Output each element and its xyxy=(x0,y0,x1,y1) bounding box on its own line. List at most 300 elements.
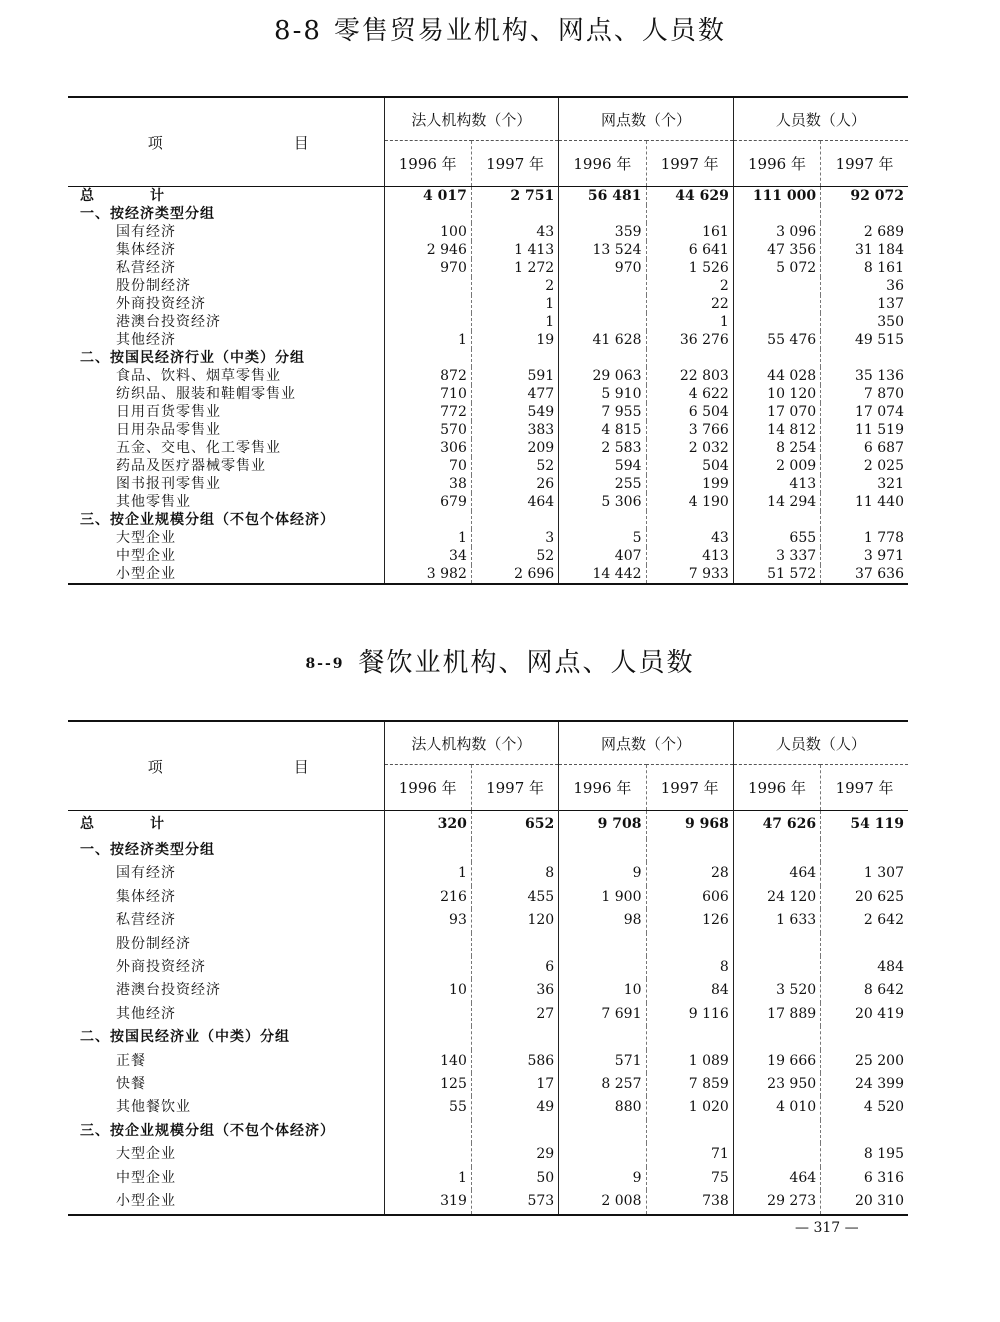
row-label: 股份制经济 xyxy=(68,933,384,956)
table-row xyxy=(68,475,908,493)
table-cell xyxy=(733,205,820,223)
table-row xyxy=(68,933,908,956)
row-label: 食品、饮料、烟草零售业 xyxy=(68,367,384,385)
table-cell xyxy=(646,349,733,367)
table-cell: 1 633 xyxy=(733,909,820,932)
table-cell: 6 687 xyxy=(863,440,904,456)
table-cell xyxy=(821,933,908,956)
table-cell: 71 xyxy=(646,1143,733,1166)
table2-year-header: 1996 年 xyxy=(559,765,646,811)
table-row xyxy=(68,277,908,295)
table-cell: 120 xyxy=(471,909,558,932)
table-row xyxy=(68,1167,908,1190)
table-cell xyxy=(821,1120,908,1143)
table-cell: 20 310 xyxy=(855,1193,904,1210)
table-cell: 359 xyxy=(559,223,646,241)
table-cell: 464 xyxy=(733,1167,820,1190)
table1-header xyxy=(68,97,908,187)
table-cell: 44 028 xyxy=(733,367,820,385)
table-cell xyxy=(733,839,820,862)
table1 xyxy=(68,96,908,585)
table-cell: 549 xyxy=(471,403,558,421)
table1-year-header: 1996 年 xyxy=(384,141,471,187)
table-cell: 100 xyxy=(384,223,471,241)
row-label: 港澳台投资经济 xyxy=(68,979,384,1002)
table-cell: 37 636 xyxy=(855,566,904,582)
table-cell: 23 950 xyxy=(733,1073,820,1096)
table-cell: 655 xyxy=(733,529,820,547)
table-row xyxy=(68,385,908,403)
table-cell xyxy=(821,349,908,367)
table2-year-header: 1997 年 xyxy=(835,779,894,797)
table-cell: 36 xyxy=(471,979,558,1002)
table1-title xyxy=(0,10,1000,47)
table-cell: 22 xyxy=(646,295,733,313)
table-cell: 55 xyxy=(384,1096,471,1119)
table-row xyxy=(68,1003,908,1026)
table1-item-header: 项 目 xyxy=(68,97,384,187)
table-cell: 7 870 xyxy=(863,386,904,402)
row-label: 图书报刊零售业 xyxy=(68,475,384,493)
row-label: 小型企业 xyxy=(68,565,384,584)
table-cell: 2 008 xyxy=(559,1190,646,1214)
total-label-b: 计 xyxy=(150,188,165,204)
row-label: 其他零售业 xyxy=(68,493,384,511)
table-row xyxy=(68,886,908,909)
table-cell xyxy=(384,1143,471,1166)
table-row xyxy=(68,421,908,439)
table-row xyxy=(68,956,908,979)
table-cell: 255 xyxy=(559,475,646,493)
table-cell: 306 xyxy=(384,439,471,457)
table-cell: 137 xyxy=(877,296,904,312)
table-cell xyxy=(733,277,820,295)
table2-group-header: 法人机构数（个） xyxy=(384,721,559,765)
table-cell: 1 900 xyxy=(559,886,646,909)
group-heading: 二、按国民经济行业（中类）分组 xyxy=(68,349,384,367)
table2-number: 8--9 xyxy=(305,656,345,672)
row-label: 集体经济 xyxy=(68,241,384,259)
table-cell: 1 xyxy=(384,862,471,885)
table-cell: 1 020 xyxy=(646,1096,733,1119)
table-cell: 7 691 xyxy=(559,1003,646,1026)
table1-year-header: 1996 年 xyxy=(733,141,820,187)
row-label xyxy=(68,187,384,206)
table-row xyxy=(68,529,908,547)
table-cell xyxy=(384,349,471,367)
table-cell: 17 074 xyxy=(855,404,904,420)
table-cell: 591 xyxy=(471,367,558,385)
table-cell: 321 xyxy=(877,476,904,492)
table-cell: 24 120 xyxy=(733,886,820,909)
table2-header xyxy=(68,721,908,811)
table-cell: 47 626 xyxy=(733,811,820,840)
table-cell: 14 294 xyxy=(733,493,820,511)
table-row xyxy=(68,331,908,349)
table-cell xyxy=(559,1120,646,1143)
table-cell: 2 946 xyxy=(384,241,471,259)
table-cell: 35 136 xyxy=(855,368,904,384)
table-cell: 573 xyxy=(471,1190,558,1214)
table1-year-header: 1997 年 xyxy=(835,155,894,173)
table-cell: 22 803 xyxy=(646,367,733,385)
row-label: 日用杂品零售业 xyxy=(68,421,384,439)
table-cell xyxy=(559,349,646,367)
table-cell: 20 419 xyxy=(855,1005,904,1022)
table-cell xyxy=(559,205,646,223)
table-cell xyxy=(559,313,646,331)
table-cell: 4 190 xyxy=(646,493,733,511)
table-cell: 36 xyxy=(886,278,904,294)
table-cell: 29 xyxy=(471,1143,558,1166)
table-cell: 872 xyxy=(384,367,471,385)
table-cell: 2 642 xyxy=(863,912,904,929)
table-cell: 970 xyxy=(559,259,646,277)
table-cell: 464 xyxy=(471,493,558,511)
table-cell: 970 xyxy=(384,259,471,277)
table-cell xyxy=(559,839,646,862)
table-cell: 1 089 xyxy=(646,1050,733,1073)
table-cell: 34 xyxy=(384,547,471,565)
table-cell xyxy=(471,839,558,862)
table-cell: 455 xyxy=(471,886,558,909)
table-cell: 3 982 xyxy=(384,565,471,584)
row-label: 日用百货零售业 xyxy=(68,403,384,421)
row-label: 纺织品、服装和鞋帽零售业 xyxy=(68,385,384,403)
table-row xyxy=(68,909,908,932)
table-row xyxy=(68,223,908,241)
row-label: 中型企业 xyxy=(68,1167,384,1190)
table-cell: 10 xyxy=(384,979,471,1002)
table-cell: 75 xyxy=(646,1167,733,1190)
row-label: 小型企业 xyxy=(68,1190,384,1214)
table-row xyxy=(68,511,908,529)
table-cell: 1 526 xyxy=(646,259,733,277)
table-cell: 1 xyxy=(471,295,558,313)
table-cell xyxy=(471,205,558,223)
table-row xyxy=(68,493,908,511)
table-cell: 1 xyxy=(646,313,733,331)
table-cell: 19 xyxy=(471,331,558,349)
table-cell: 29 063 xyxy=(559,367,646,385)
table-cell: 44 629 xyxy=(646,187,733,206)
table-cell: 41 628 xyxy=(559,331,646,349)
page-number: — 317 — xyxy=(795,1220,859,1236)
group-heading: 一、按经济类型分组 xyxy=(68,839,384,862)
table-cell: 8 254 xyxy=(733,439,820,457)
table-cell: 10 120 xyxy=(733,385,820,403)
table-cell xyxy=(821,1026,908,1049)
table-cell: 1 778 xyxy=(863,530,904,546)
table-cell: 738 xyxy=(646,1190,733,1214)
table-cell xyxy=(646,511,733,529)
table-cell: 52 xyxy=(471,547,558,565)
table-cell xyxy=(559,277,646,295)
table1-year-header: 1997 年 xyxy=(646,141,733,187)
table-row xyxy=(68,403,908,421)
table-cell: 5 072 xyxy=(733,259,820,277)
table-cell: 216 xyxy=(384,886,471,909)
table-cell: 5 xyxy=(559,529,646,547)
table-cell xyxy=(471,1120,558,1143)
table-cell: 586 xyxy=(471,1050,558,1073)
table-row xyxy=(68,367,908,385)
table-cell xyxy=(559,933,646,956)
table-cell: 47 356 xyxy=(733,241,820,259)
table1-year-header: 1996 年 xyxy=(559,141,646,187)
table-cell: 679 xyxy=(384,493,471,511)
row-label xyxy=(68,811,384,840)
table-row xyxy=(68,862,908,885)
table2-title xyxy=(0,642,1000,679)
table-row xyxy=(68,1050,908,1073)
total-label-a: 总 xyxy=(80,188,95,204)
table-cell: 24 399 xyxy=(855,1076,904,1093)
table-cell: 17 070 xyxy=(733,403,820,421)
table-cell xyxy=(646,933,733,956)
table-cell: 43 xyxy=(646,529,733,547)
table-cell: 126 xyxy=(646,909,733,932)
table1-group-header: 法人机构数（个） xyxy=(384,97,559,141)
table-cell: 92 072 xyxy=(850,188,904,204)
group-heading: 二、按国民经济业（中类）分组 xyxy=(68,1026,384,1049)
table-cell: 4 815 xyxy=(559,421,646,439)
table1-body xyxy=(68,187,908,585)
table-cell: 19 666 xyxy=(733,1050,820,1073)
table-cell: 38 xyxy=(384,475,471,493)
row-label: 药品及医疗器械零售业 xyxy=(68,457,384,475)
table-cell: 140 xyxy=(384,1050,471,1073)
table2-year-header: 1996 年 xyxy=(733,765,820,811)
row-label: 其他经济 xyxy=(68,1003,384,1026)
table-cell xyxy=(471,933,558,956)
total-label-a: 总 xyxy=(80,816,95,833)
row-label: 正餐 xyxy=(68,1050,384,1073)
table-cell xyxy=(821,511,908,529)
table-cell: 606 xyxy=(646,886,733,909)
table-cell: 161 xyxy=(646,223,733,241)
table-cell: 28 xyxy=(646,862,733,885)
table-row xyxy=(68,457,908,475)
table-cell xyxy=(733,295,820,313)
table-cell: 27 xyxy=(471,1003,558,1026)
group-heading: 三、按企业规模分组（不包个体经济） xyxy=(68,511,384,529)
table-cell: 319 xyxy=(384,1190,471,1214)
table-cell: 5 910 xyxy=(559,385,646,403)
table-cell: 2 751 xyxy=(471,187,558,206)
table2-item-header: 项 目 xyxy=(68,721,384,811)
table-row xyxy=(68,1073,908,1096)
table-cell xyxy=(733,956,820,979)
table-cell: 652 xyxy=(471,811,558,840)
table-cell: 1 xyxy=(384,1167,471,1190)
table-cell: 3 766 xyxy=(646,421,733,439)
table-cell: 31 184 xyxy=(855,242,904,258)
table-cell: 571 xyxy=(559,1050,646,1073)
table-row xyxy=(68,1096,908,1119)
table-cell: 772 xyxy=(384,403,471,421)
row-label: 集体经济 xyxy=(68,886,384,909)
table-cell: 55 476 xyxy=(733,331,820,349)
table-cell: 70 xyxy=(384,457,471,475)
table-cell: 49 515 xyxy=(855,332,904,348)
table-cell: 25 200 xyxy=(855,1052,904,1069)
row-label: 快餐 xyxy=(68,1073,384,1096)
row-label: 大型企业 xyxy=(68,529,384,547)
row-label: 其他餐饮业 xyxy=(68,1096,384,1119)
table-cell: 26 xyxy=(471,475,558,493)
table-cell: 4 520 xyxy=(863,1099,904,1116)
table-cell xyxy=(646,1120,733,1143)
table-cell xyxy=(559,511,646,529)
group-heading: 一、按经济类型分组 xyxy=(68,205,384,223)
table-cell: 2 025 xyxy=(863,458,904,474)
table-cell: 407 xyxy=(559,547,646,565)
table-cell xyxy=(384,313,471,331)
table-cell: 2 583 xyxy=(559,439,646,457)
row-label: 外商投资经济 xyxy=(68,295,384,313)
total-label-b: 计 xyxy=(150,816,165,833)
table-cell: 9 968 xyxy=(646,811,733,840)
table-cell: 710 xyxy=(384,385,471,403)
table-cell: 477 xyxy=(471,385,558,403)
table-cell: 8 642 xyxy=(863,982,904,999)
table-cell: 10 xyxy=(559,979,646,1002)
table-cell: 209 xyxy=(471,439,558,457)
table-cell xyxy=(559,295,646,313)
table2-year-header: 1997 年 xyxy=(471,765,558,811)
table-cell: 29 273 xyxy=(733,1190,820,1214)
table-cell: 8 257 xyxy=(559,1073,646,1096)
table-cell: 2 xyxy=(646,277,733,295)
table-cell: 43 xyxy=(471,223,558,241)
table-cell: 8 xyxy=(646,956,733,979)
table-cell: 17 xyxy=(471,1073,558,1096)
table1-title-text: 零售贸易业机构、网点、人员数 xyxy=(333,16,726,46)
table-cell: 2 009 xyxy=(733,457,820,475)
table2 xyxy=(68,720,908,1216)
table-cell: 2 032 xyxy=(646,439,733,457)
row-label: 国有经济 xyxy=(68,862,384,885)
table-cell: 350 xyxy=(877,314,904,330)
table-row xyxy=(68,1190,908,1214)
table-cell: 7 955 xyxy=(559,403,646,421)
row-label: 其他经济 xyxy=(68,331,384,349)
table-cell: 54 119 xyxy=(850,816,904,833)
table-cell xyxy=(384,205,471,223)
table-row xyxy=(68,1143,908,1166)
table-cell: 98 xyxy=(559,909,646,932)
table-cell: 52 xyxy=(471,457,558,475)
table-cell: 1 272 xyxy=(471,259,558,277)
table-cell xyxy=(733,349,820,367)
table-cell: 11 440 xyxy=(855,494,904,510)
table-cell: 413 xyxy=(733,475,820,493)
table-cell: 93 xyxy=(384,909,471,932)
table-cell xyxy=(733,313,820,331)
table-cell: 1 xyxy=(471,313,558,331)
table-cell xyxy=(646,839,733,862)
table-cell: 8 xyxy=(471,862,558,885)
table-cell xyxy=(733,1143,820,1166)
table-cell: 199 xyxy=(646,475,733,493)
table-row xyxy=(68,313,908,331)
table-cell xyxy=(384,511,471,529)
table-cell xyxy=(384,1003,471,1026)
row-label: 中型企业 xyxy=(68,547,384,565)
table-cell xyxy=(384,956,471,979)
row-label: 国有经济 xyxy=(68,223,384,241)
table-cell xyxy=(471,349,558,367)
table-cell: 484 xyxy=(877,959,904,976)
row-label: 外商投资经济 xyxy=(68,956,384,979)
table-cell: 3 520 xyxy=(733,979,820,1002)
table-cell: 464 xyxy=(733,862,820,885)
table-cell: 9 708 xyxy=(559,811,646,840)
table2-body xyxy=(68,811,908,1215)
table-cell xyxy=(384,295,471,313)
table-cell xyxy=(733,511,820,529)
row-label: 股份制经济 xyxy=(68,277,384,295)
table-row xyxy=(68,439,908,457)
table-row xyxy=(68,565,908,584)
table-cell: 504 xyxy=(646,457,733,475)
table-cell: 51 572 xyxy=(733,565,820,584)
table-cell xyxy=(384,839,471,862)
table-cell: 20 625 xyxy=(855,888,904,905)
table-cell xyxy=(559,1026,646,1049)
table-cell xyxy=(821,205,908,223)
table-cell: 7 933 xyxy=(646,565,733,584)
table-cell: 17 889 xyxy=(733,1003,820,1026)
table-row xyxy=(68,979,908,1002)
table-cell xyxy=(821,839,908,862)
table-cell: 1 307 xyxy=(863,865,904,882)
table-cell xyxy=(646,205,733,223)
table-cell xyxy=(384,277,471,295)
table1-year-header: 1997 年 xyxy=(471,141,558,187)
table-cell: 6 504 xyxy=(646,403,733,421)
table-cell: 594 xyxy=(559,457,646,475)
table-cell: 2 696 xyxy=(471,565,558,584)
table-cell: 1 xyxy=(384,529,471,547)
table-cell xyxy=(384,933,471,956)
table2-year-header: 1996 年 xyxy=(384,765,471,811)
table-cell: 383 xyxy=(471,421,558,439)
table-cell: 7 859 xyxy=(646,1073,733,1096)
table-row xyxy=(68,241,908,259)
table1-number: 8-8 xyxy=(274,16,322,46)
table-cell: 14 812 xyxy=(733,421,820,439)
table1-group-header: 人员数（人） xyxy=(733,97,908,141)
table-row xyxy=(68,349,908,367)
table-cell xyxy=(646,1026,733,1049)
table-cell: 413 xyxy=(646,547,733,565)
table-cell: 8 161 xyxy=(863,260,904,276)
table2-group-header: 网点数（个） xyxy=(559,721,734,765)
table-cell xyxy=(559,1143,646,1166)
table1-group-header: 网点数（个） xyxy=(559,97,734,141)
table-cell: 6 316 xyxy=(863,1169,904,1186)
table-cell xyxy=(733,933,820,956)
table-cell xyxy=(384,1120,471,1143)
table-cell: 36 276 xyxy=(646,331,733,349)
table-cell: 570 xyxy=(384,421,471,439)
table-cell: 320 xyxy=(384,811,471,840)
total-row xyxy=(68,187,908,206)
table-cell: 2 xyxy=(471,277,558,295)
table-cell xyxy=(384,1026,471,1049)
